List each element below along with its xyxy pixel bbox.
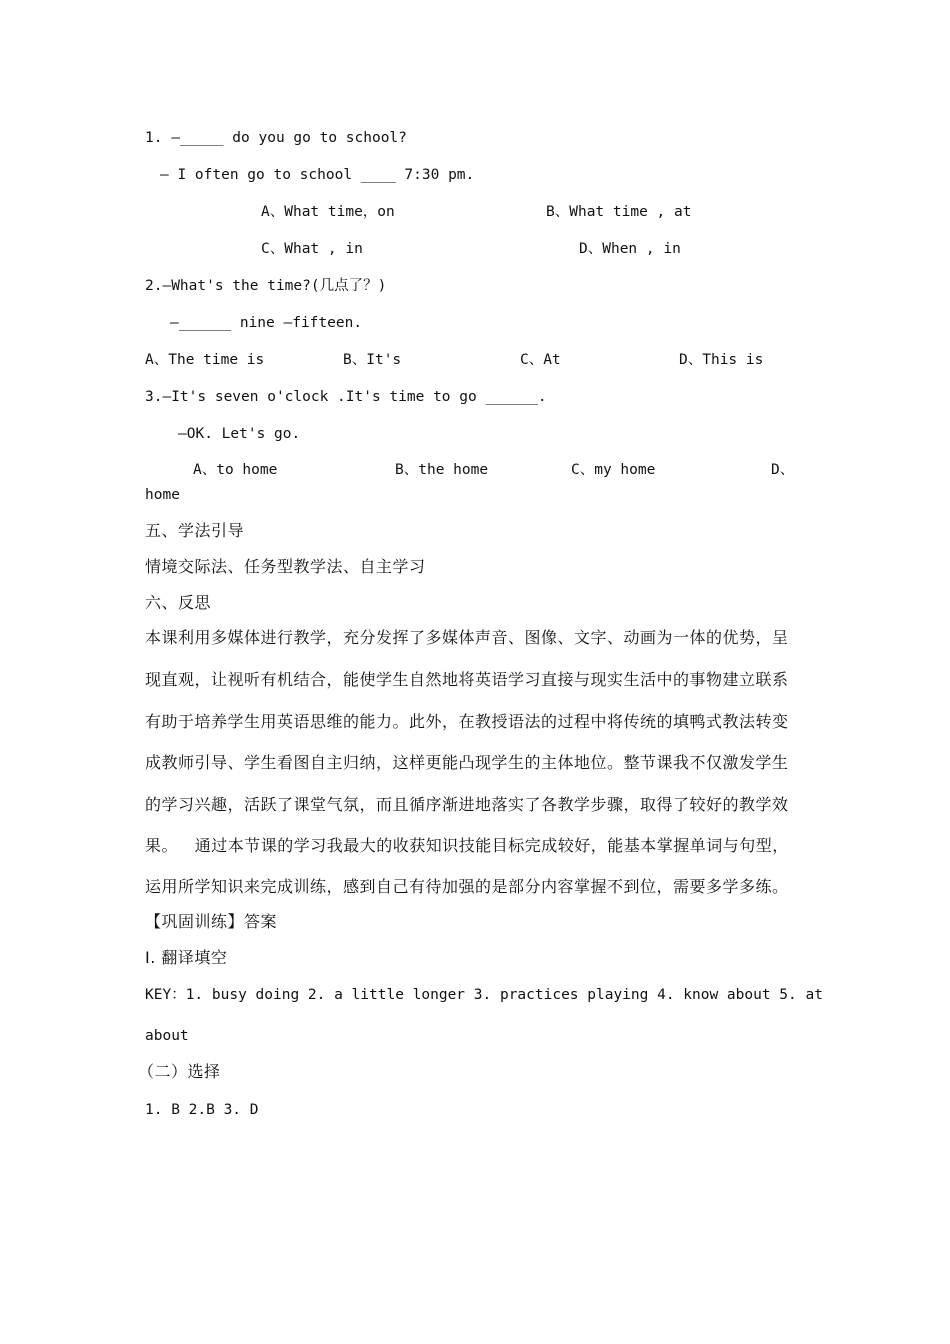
section6-heading: 六、反思 — [145, 593, 212, 612]
q1-option-d: D、When , in — [579, 241, 681, 257]
reflection-line: 成教师引导、学生看图自主归纳，这样更能凸现学生的主体地位。整节课我不仅激发学生 — [145, 753, 789, 772]
reflection-line: 果。 通过本节课的学习我最大的收获知识技能目标完成较好，能基本掌握单词与句型， — [145, 836, 789, 855]
answers-part1-title: I. 翻译填空 — [145, 948, 228, 967]
reflection-line: 本课利用多媒体进行教学，充分发挥了多媒体声音、图像、文字、动画为一体的优势，呈 — [145, 628, 789, 647]
q3-reply: —OK. Let's go. — [178, 426, 301, 442]
reflection-line: 现直观，让视听有机结合，能使学生自然地将英语学习直接与现实生活中的事物建立联系 — [145, 670, 789, 689]
q2-option-d: D、This is — [679, 352, 764, 368]
q2-stem: 2.—What's the time?(几点了？) — [145, 278, 387, 294]
answers-key-line: KEY：1. busy doing 2. a little longer 3. practices playing 4. know about 5. at — [145, 987, 823, 1003]
q1-stem: 1. —_____ do you go to school? — [145, 130, 407, 146]
answers-part2-values: 1. B 2.B 3. D — [145, 1102, 259, 1118]
q3-option-b: B、the home — [395, 462, 489, 478]
q1-reply: — I often go to school ____ 7:30 pm. — [160, 167, 475, 183]
q2-reply: —______ nine —fifteen. — [170, 315, 363, 331]
q2-option-a: A、The time is — [145, 352, 265, 368]
answers-heading: 【巩固训练】答案 — [145, 912, 278, 931]
q3-option-d: D、 — [771, 462, 795, 478]
q1-option-a: A、What time，on — [261, 204, 395, 220]
q2-option-b: B、It's — [343, 352, 402, 368]
section5-heading: 五、学法引导 — [145, 521, 245, 540]
q3-option-d-continued: home — [145, 487, 180, 503]
reflection-line: 运用所学知识来完成训练，感到自己有待加强的是部分内容掌握不到位，需要多学多练。 — [145, 877, 789, 896]
answers-key-line-continued: about — [145, 1028, 189, 1044]
q1-option-b: B、What time , at — [546, 204, 692, 220]
q2-option-c: C、At — [520, 352, 561, 368]
q3-option-a: A、to home — [193, 462, 278, 478]
q3-stem: 3.—It's seven o'clock .It's time to go ______. — [145, 389, 547, 405]
q1-option-c: C、What , in — [261, 241, 363, 257]
q3-option-c: C、my home — [571, 462, 656, 478]
section5-body: 情境交际法、任务型教学法、自主学习 — [145, 557, 426, 576]
reflection-line: 的学习兴趣，活跃了课堂气氛，而且循序渐进地落实了各教学步骤，取得了较好的教学效 — [145, 795, 789, 814]
reflection-line: 有助于培养学生用英语思维的能力。此外，在教授语法的过程中将传统的填鸭式教法转变 — [145, 712, 789, 731]
answers-part2-title: （二）选择 — [138, 1062, 221, 1081]
